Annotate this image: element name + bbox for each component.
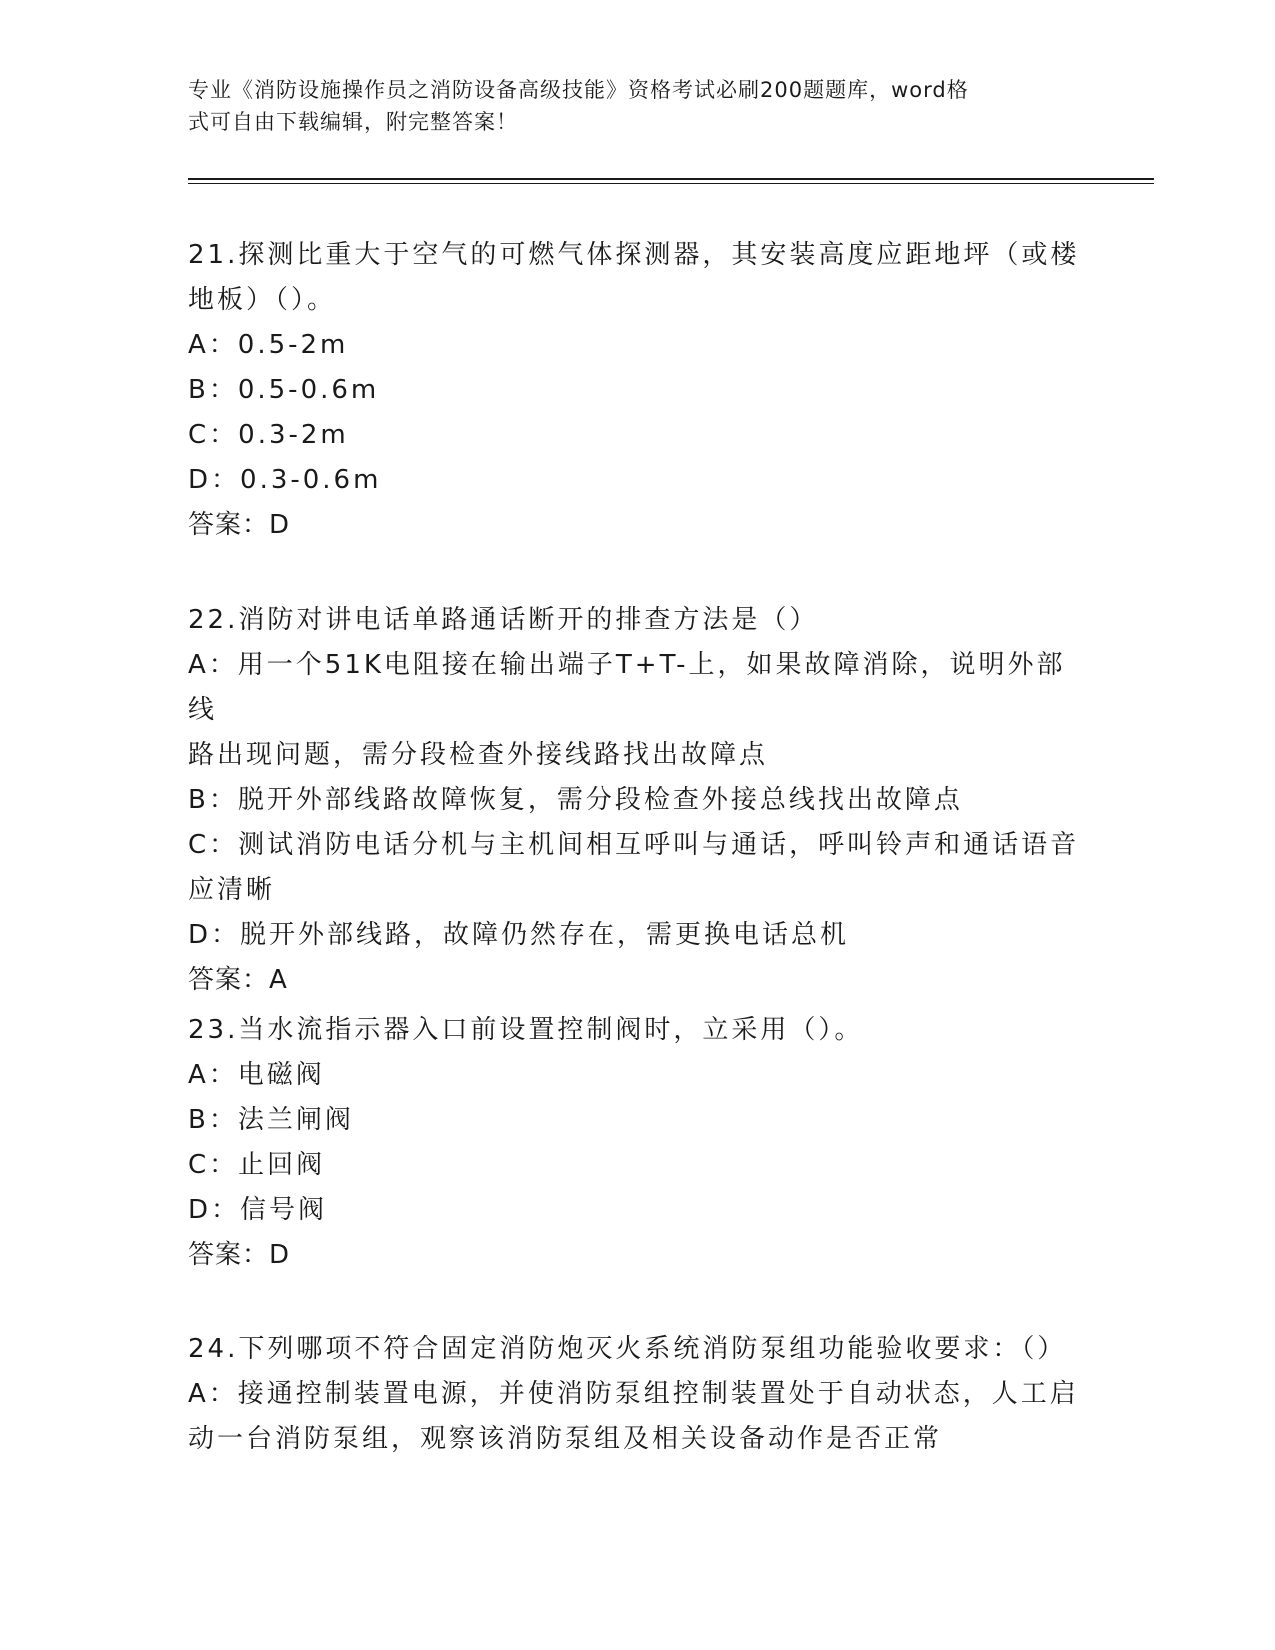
header-line-2: 式可自由下载编辑，附完整答案！ <box>188 110 518 134</box>
option-a: A：电磁阀 <box>188 1060 325 1090</box>
question-stem: 21.探测比重大于空气的可燃气体探测器，其安装高度应距地坪（或楼 <box>188 240 1080 270</box>
question-stem: 24.下列哪项不符合固定消防炮灭火系统消防泵组功能验收要求：（） <box>188 1334 1067 1364</box>
question-24 <box>188 1327 1088 1462</box>
option-a-continued: 动一台消防泵组，观察该消防泵组及相关设备动作是否正常 <box>188 1424 943 1454</box>
question-23 <box>188 1008 1088 1278</box>
answer-line: 答案：A <box>188 965 288 995</box>
document-header <box>188 74 1068 138</box>
option-d: D：脱开外部线路，故障仍然存在，需更换电话总机 <box>188 920 850 950</box>
option-c: C：止回阀 <box>188 1150 326 1180</box>
header-divider-thick <box>188 178 1154 180</box>
option-c: C：0.3-2m <box>188 420 349 450</box>
question-22 <box>188 598 1088 1003</box>
question-stem: 23.当水流指示器入口前设置控制阀时，立采用（）。 <box>188 1015 864 1045</box>
option-b: B：0.5-0.6m <box>188 375 380 405</box>
header-divider-thin <box>188 183 1154 184</box>
question-stem: 地板）（）。 <box>188 285 337 315</box>
header-line-1: 专业《消防设施操作员之消防设备高级技能》资格考试必刷200题题库，word格 <box>188 78 969 102</box>
option-a: A：接通控制装置电源，并使消防泵组控制装置处于自动状态，人工启 <box>188 1379 1079 1409</box>
option-a: A：0.5-2m <box>188 330 349 360</box>
option-a: A：用一个51K电阻接在输出端子T+T-上，如果故障消除，说明外部线 <box>188 650 1066 725</box>
option-d: D：信号阀 <box>188 1195 328 1225</box>
option-a-continued: 路出现问题，需分段检查外接线路找出故障点 <box>188 740 769 770</box>
option-c-continued: 应清晰 <box>188 875 276 905</box>
answer-line: 答案：D <box>188 1240 291 1270</box>
answer-line: 答案：D <box>188 510 291 540</box>
option-b: B：脱开外部线路故障恢复，需分段检查外接总线找出故障点 <box>188 785 963 815</box>
question-stem: 22.消防对讲电话单路通话断开的排查方法是（） <box>188 605 819 635</box>
option-b: B：法兰闸阀 <box>188 1105 354 1135</box>
option-c: C：测试消防电话分机与主机间相互呼叫与通话，呼叫铃声和通话语音 <box>188 830 1080 860</box>
question-21 <box>188 233 1088 548</box>
option-d: D：0.3-0.6m <box>188 465 382 495</box>
